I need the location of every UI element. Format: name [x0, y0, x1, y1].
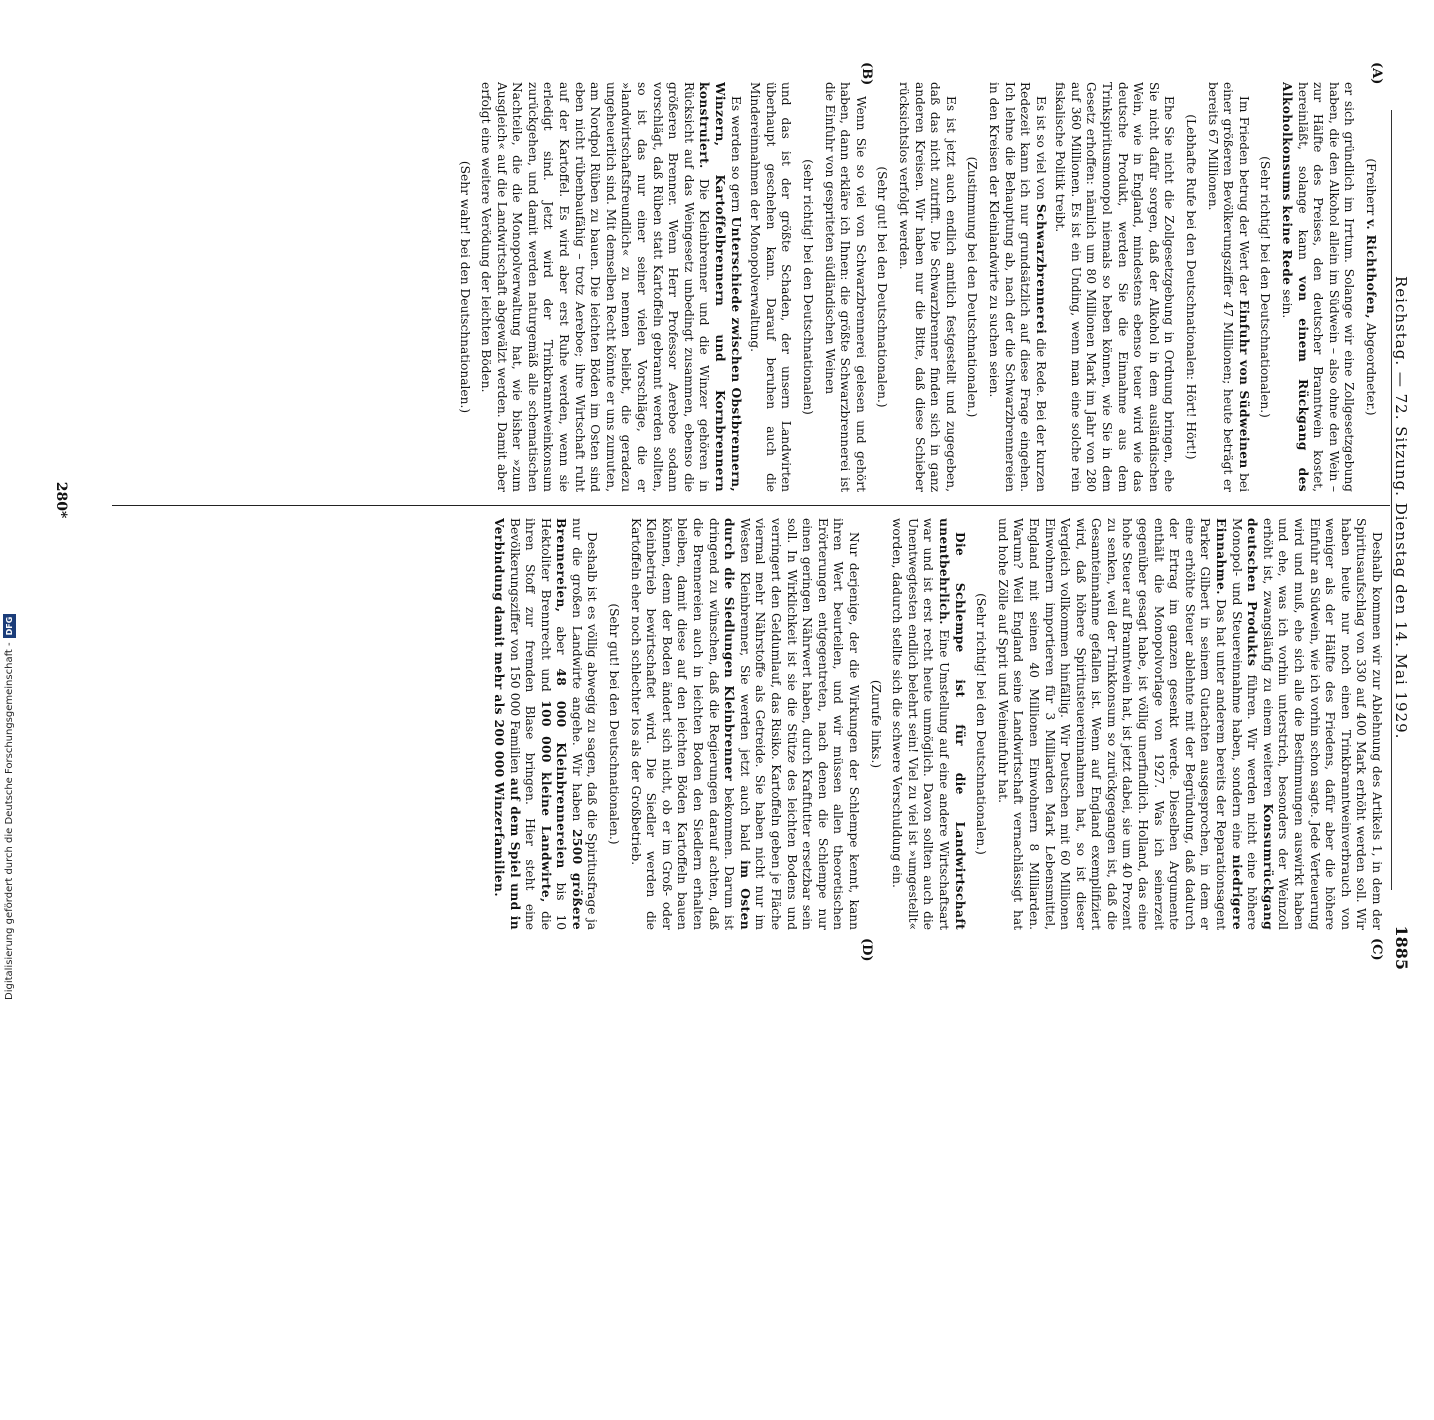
credit-text: Digitalisierung gefördert durch die Deutsche Forschungsgemeinschaft - [4, 642, 15, 1000]
paragraph: Es ist jetzt auch endlich amtlich festgestellt und zugegeben, daß das nicht zutrifft. Die Schwarzbrenner finden sich in ganz anderen Kreisen. Wir haben nur die Bitte, daß diese Schieber rücksichtslos verfolgt werden. [896, 82, 958, 492]
interjection: (sehr richtig! bei den Deutschnationalen) [801, 159, 815, 415]
paragraph: Nur derjenige, der die Wirkungen der Schlempe kennt, kann ihren Wert beurteilen, und wir müssen allen theoretischen Erörterungen entgegentreten, nach denen die Schlempe nur einen geringen Nährwert haben, durch Kraftfutter ersetzbar sein soll. In Wirklichkeit ist sie die Stütze des leichten Bodens und verringert den Geldumlauf, das Risiko. Kartoffeln geben je Fläche viermal mehr Nährstoffe als Getreide. Sie haben nicht nur im Westen Kleinbrenner, Sie werden jetzt auch bald im Osten durch die Siedlungen Kleinbrenner bekommen. Darum ist dringend zu wünschen, daß die Regierungen darauf achten, daß die Brennereien auch in leichten Boden den Siedlern erhalten bleiben, damit diese auf den leichten Böden Kartoffeln bauen können, denn der Boden ändert sich nicht, ob er im Groß- oder Kleinbetrieb bewirtschaftet wird. Die Siedler werden die Kartoffeln eher noch schlechter los als der Großbetrieb. [628, 518, 861, 930]
interjection: (Sehr richtig! bei den Deutschnationalen.) [1258, 156, 1273, 418]
page-header [1392, 30, 1426, 970]
right-column [112, 518, 1384, 930]
paragraph: Die Schlempe ist für die Landwirtschaft unentbehrlich. Eine Umstellung auf eine andere Wirtschaftsart war und ist erst recht heute unmöglich. Davon sollten auch die Unentwegtesten endlich belehrt sein! Viel zu viel ist »umgestellt« worden, dadurch stellte sich die schwere Verschuldung ein. [890, 518, 967, 930]
speaker-name: v. Richthofen, [1364, 219, 1378, 319]
margin-marker-c: (C) [1369, 938, 1384, 961]
paragraph: Es ist so viel von Schwarzbrennerei die Rede. Bei der kurzen Redezeit kann ich nur grundsätzlich auf diese Frage eingehen. Ich lehne die Behauptung ab, nach der die Schwarzbrennereien in den Kreisen der Kleinlandwirte zu suchen seien. [986, 82, 1048, 492]
interjection: (Zurufe links.) [868, 679, 883, 769]
page-number: 1885 [1392, 925, 1411, 970]
header-rule [1391, 110, 1392, 890]
dfg-logo: DFG [3, 614, 16, 639]
margin-marker-b: (B) [859, 62, 874, 86]
digitization-credit [3, 616, 17, 1420]
column-divider [112, 505, 1390, 506]
paragraph: und das ist der größte Schaden, der unsern Landwirten überhaupt geschehen kann. Darauf beruhen auch die Mindereinnahmen der Monopolverwaltung. [748, 82, 794, 492]
interjection: (Zustimmung bei den Deutschnationalen.) [965, 156, 980, 418]
interjection: (Lebhafte Rufe bei den Deutschnationalen: Hört! Hört!) [1184, 114, 1199, 460]
footer-page-mark: 280* [53, 481, 69, 519]
margin-marker-d: (D) [859, 938, 874, 962]
paragraph: Ehe Sie nicht die Zollgesetzgebung in Ordnung bringen, ehe Sie nicht dafür sorgen, daß der Alkohol in dem ausländischen Wein, wie in England, mindestens ebenso teuer wird wie das deutsche Produkt, werden Sie die Einnahme aus dem Trinkspiritusmonopol niemals so heben können, wie Sie in dem Gesetz erhoffen: nämlich um 80 Millionen Mark im Jahr von 280 auf 360 Millionen. Es ist ein Unding, wenn man eine solche rein fiskalische Politik treibt. [1053, 82, 1177, 492]
left-column [112, 82, 1384, 492]
interjection: (Sehr gut! bei den Deutschnationalen.) [607, 603, 622, 845]
paragraph: Es werden so gern Unterschiede zwischen Obstbrennern, Winzern, Kartoffelbrennern und Kornbrennern konstruiert. Die Kleinbrenner und die Winzer gehören in Rücksicht auf das Weingesetz unbedingt zusammen, ebenso die größeren Brenner. Wenn Herr Professor Aereboe sodann vorschlägt, daß Rüben statt Kartoffeln gebrannt werden sollten, so ist das nur einer seiner vielen Vorschläge, die er »landwirtschaftsfreundlich« zu nennen beliebt, die geradezu ungeheuerlich sind. Mit demselben Recht könnte er uns zumuten, am Nordpol Rüben zu bauen. Die leichten Böden im Osten sind eben nicht rübenbaufähig – trotz Aereboe; ihre Wirtschaft ruht auf der Kartoffel. Es wird aber erst Ruhe werden, wenn sie erledigt sind. Jetzt wird der Trinkbranntweinkonsum zurückgehen, und damit werden naturgemäß alle schematischen Nachteile, die die Monopolverwaltung hat, wie bisher »zum Ausgleich« auf die Landwirtschaft abgewälzt werden. Damit aber erfolgt eine weitere Verödung der leichten Böden. [479, 82, 743, 492]
paragraph: Deshalb ist es völlig abwegig zu sagen, daß die Spiritusfrage ja nur die großen Landwirte angehe. Wir haben 2500 größere Brennereien, aber 48 000 Kleinbrennereien bis 10 Hektoliter Brennrecht und 100 000 kleine Landwirte, die ihren Stoff zur fremden Blase bringen. Hier steht eine Bevölkerungsziffer von 150 000 Familien auf dem Spiel und in Verbindung damit mehr als 200 000 Winzerfamilien. [491, 518, 600, 930]
margin-marker-a: (A) [1369, 62, 1384, 85]
paragraph: Deshalb kommen wir zur Ablehnung des Artikels 1, in dem der Spiritusaufschlag von 330 auf 400 Mark erhöht werden soll. Wir haben heute nur noch einen Trinkbranntweinverbrauch von weniger als der Hälfte des Friedens, dafür aber die höhere Einfuhr an Südwein, wie ich vorhin schon sagte. Jede Verteuerung wird und muß, ehe sich alle die Bestimmungen auswirkt haben und ehe, was ich vorhin unterstrich, besonders der Weinzoll erhöht ist, zwangsläufig zu einem weiteren Konsumrückgang deutschen Produkts führen. Wir werden nicht eine höhere Monopol- und Steuereinnahme haben, sondern eine niedrigere Einnahme. Das hat unter anderem bereits der Reparationsagent Parker Gilbert in seinem Gutachten ausgesprochen, in dem er eine erhöhte Steuer ablehnte mit der Begründung, daß dadurch der Ertrag im ganzen gesenkt werde. Dieselben Argumente enthält die Monopolvorlage von 1927. Was ich seinerzeit gegenüber gesagt habe, ist völlig unerfindlich. Holland, das eine hohe Steuer auf Branntwein hat, ist jetzt dabei, sie um 40 Prozent zu senken, weil der Trinkkonsum so zurückgegangen ist, daß die Gesamteinnahme gefallen ist. Wenn auf England exemplifiziert wird, daß höhere Spiritusteuereinnahmen hat, so ist dieser Vergleich vollkommen hinfällig. Wir Deutschen mit 60 Millionen Einwohnern importieren für 3 Milliarden Mark Lebensmittel, England mit seinen 40 Millionen Einwohnern 8 Milliarden. Warum? Weil England seine Landwirtschaft vernachlässigt hat und hohe Zölle auf Sprit und Weineinfuhr hat. [995, 518, 1384, 930]
paragraph: Im Frieden betrug der Wert der Einfuhr von Südweinen bei einer größeren Bevölkerungsziffer 47 Millionen; heute beträgt er bereits 67 Millionen. [1205, 82, 1251, 492]
interjection: (Sehr gut! bei den Deutschnationalen.) [875, 166, 890, 408]
speaker-line: (Freiherr v. Richthofen, Abgeordneter.) [1364, 158, 1378, 416]
interjection: (Sehr wahr! bei den Deutschnationalen.) [457, 160, 472, 414]
paragraph: Wenn Sie so viel von Schwarzbrennerei gelesen und gehört haben, dann erkläre ich Ihnen: die größte Schwarzbrennerei ist die Einfuhr von gespriteten südländischen Weinen [822, 82, 868, 492]
page-header-title: Reichstag. — 72. Sitzung. Dienstag den 14. Mai 1929. [1392, 276, 1410, 740]
paragraph: er sich gründlich im Irrtum. Solange wir eine Zollgesetzgebung haben, die den Alkohol allein im Südwein – also ohne den Wein – zur Hälfte des Preises, den deutscher Branntwein kostet, hereinläßt, solange kann von einem Rückgang des Alkoholkonsums keine Rede sein. [1280, 82, 1357, 492]
interjection: (Sehr richtig! bei den Deutschnationalen.) [974, 593, 989, 855]
